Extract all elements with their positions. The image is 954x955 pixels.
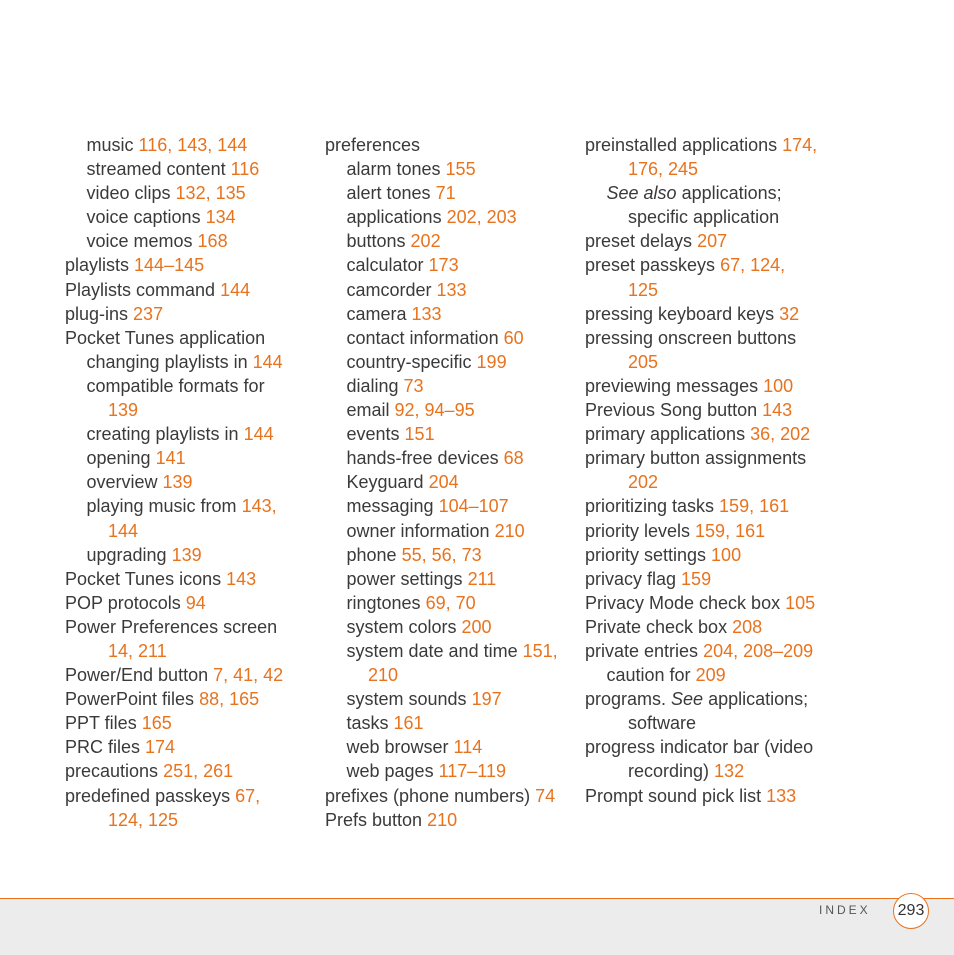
page-ref: 71 — [435, 183, 456, 204]
index-entry — [347, 470, 581, 494]
entry-term: plug-ins — [65, 303, 134, 324]
index-entry — [585, 446, 845, 470]
index-entry — [108, 519, 315, 543]
index-entry — [65, 278, 315, 302]
entry-term: POP protocols — [65, 592, 186, 613]
index-entry — [87, 133, 316, 157]
entry-term: Power Preferences screen — [65, 616, 278, 637]
index-entry — [87, 350, 316, 374]
index-entry — [347, 711, 581, 735]
entry-term: previewing messages — [585, 375, 764, 396]
entry-term: system colors — [346, 616, 462, 637]
entry-term: Prompt sound pick list — [585, 785, 767, 806]
page-ref: 100 — [711, 544, 742, 565]
index-entry — [65, 663, 315, 687]
index-entry — [87, 446, 316, 470]
index-column-2 — [325, 133, 580, 832]
page-ref: 74 — [535, 785, 556, 806]
page-ref: 134 — [205, 207, 236, 228]
index-entry — [87, 543, 316, 567]
entry-term: compatible formats for — [86, 375, 265, 396]
entry-term: opening — [86, 448, 156, 469]
page-ref: 124, 125 — [108, 809, 179, 830]
index-entry — [607, 663, 846, 687]
index-entry — [628, 278, 845, 302]
page-ref: 176, 245 — [628, 159, 699, 180]
page-ref: 88, 165 — [199, 689, 260, 710]
page-ref: 73 — [403, 375, 424, 396]
index-entry — [347, 759, 581, 783]
page-ref: 210 — [427, 809, 458, 830]
index-entry — [65, 302, 315, 326]
page-ref: 174, — [782, 135, 818, 155]
entry-term: prioritizing tasks — [585, 496, 720, 517]
page-ref: 210 — [494, 520, 525, 541]
entry-term: buttons — [346, 231, 411, 252]
entry-term: web pages — [346, 761, 439, 782]
index-entry — [65, 253, 315, 277]
page-ref: 159, 161 — [719, 496, 790, 517]
index-column-1 — [65, 133, 315, 832]
index-entry — [585, 494, 845, 518]
page-ref: 151, — [522, 640, 558, 661]
index-entry — [347, 446, 581, 470]
index-entry — [347, 494, 581, 518]
entry-term: ringtones — [346, 592, 426, 613]
index-entry — [65, 711, 315, 735]
entry-term: Pocket Tunes application — [65, 327, 266, 348]
entry-term: pressing onscreen buttons — [585, 327, 797, 348]
index-entry — [585, 229, 845, 253]
index-entry — [87, 205, 316, 229]
page-ref: 132, 135 — [175, 183, 246, 204]
entry-term: PPT files — [65, 713, 142, 734]
entry-term: alarm tones — [346, 159, 446, 180]
index-entry — [585, 639, 845, 663]
page-ref: 69, 70 — [425, 592, 476, 613]
index-entry — [347, 591, 581, 615]
page-ref: 202 — [628, 472, 659, 493]
index-entry — [585, 567, 845, 591]
entry-term: Private check box — [585, 616, 733, 637]
index-entry — [347, 302, 581, 326]
page-ref: 139 — [108, 400, 139, 421]
entry-term: preset delays — [585, 231, 698, 252]
entry-term: programs. — [585, 689, 672, 710]
index-entry — [585, 398, 845, 422]
page-ref: 67, — [235, 785, 261, 806]
see-reference: See — [671, 689, 704, 710]
entry-term: applications; — [676, 183, 782, 204]
entry-term: Prefs button — [325, 809, 428, 830]
index-entry — [325, 133, 580, 157]
page-ref: 114 — [453, 737, 483, 758]
entry-term: web browser — [346, 737, 454, 758]
page-ref: 14, 211 — [108, 640, 167, 661]
page-ref: 209 — [695, 665, 726, 686]
page-ref: 159, 161 — [695, 520, 766, 541]
entry-term: pressing keyboard keys — [585, 303, 780, 324]
index-entry — [325, 808, 580, 832]
page-ref: 125 — [628, 279, 659, 300]
page-ref: 117–119 — [438, 761, 506, 782]
index-entry — [628, 157, 845, 181]
page-ref: 144 — [220, 279, 251, 300]
entry-term: playing music from — [86, 496, 242, 517]
index-entry — [347, 567, 581, 591]
index-entry — [628, 470, 845, 494]
entry-term: progress indicator bar (video — [585, 737, 814, 758]
page-ref: 133 — [411, 303, 442, 324]
index-entry — [347, 687, 581, 711]
index-entry — [87, 470, 316, 494]
index-entry — [628, 350, 845, 374]
index-entry — [65, 591, 315, 615]
index-entry — [65, 784, 315, 808]
index-entry — [585, 326, 845, 350]
entry-term: upgrading — [86, 544, 172, 565]
page-ref: 168 — [197, 231, 228, 252]
index-entry — [108, 808, 315, 832]
page-ref: 159 — [681, 568, 712, 589]
page-ref: 116, 143, 144 — [138, 135, 248, 155]
index-entry — [368, 663, 580, 687]
page-ref: 204, 208–209 — [703, 640, 814, 661]
page-ref: 143 — [762, 400, 793, 421]
page-ref: 141 — [155, 448, 186, 469]
page-ref: 200 — [461, 616, 492, 637]
index-entry — [108, 639, 315, 663]
page-ref: 94 — [185, 592, 206, 613]
page-ref: 173 — [428, 255, 459, 276]
index-entry — [108, 398, 315, 422]
entry-term: messaging — [346, 496, 439, 517]
page-ref: 202 — [410, 231, 441, 252]
page-ref: 144 — [252, 351, 283, 372]
index-entry — [87, 374, 316, 398]
entry-term: primary button assignments — [585, 448, 807, 469]
entry-term: preinstalled applications — [585, 135, 783, 155]
index-entry — [347, 326, 581, 350]
index-entry — [65, 735, 315, 759]
page-ref: 132 — [714, 761, 745, 782]
entry-term: Privacy Mode check box — [585, 592, 786, 613]
page-ref: 133 — [436, 279, 467, 300]
page-ref: 161 — [393, 713, 424, 734]
index-entry — [347, 374, 581, 398]
entry-term: prefixes (phone numbers) — [325, 785, 536, 806]
index-entry — [585, 302, 845, 326]
entry-term: camcorder — [346, 279, 437, 300]
entry-term: applications — [346, 207, 447, 228]
page-ref: 199 — [476, 351, 507, 372]
index-entry — [347, 398, 581, 422]
page-ref: 144–145 — [134, 255, 205, 276]
index-entry — [347, 350, 581, 374]
entry-term: contact information — [346, 327, 504, 348]
index-entry — [585, 253, 845, 277]
page-ref: 204 — [428, 472, 459, 493]
index-entry — [628, 711, 845, 735]
entry-term: system date and time — [346, 640, 523, 661]
index-entry — [585, 543, 845, 567]
index-entry — [347, 615, 581, 639]
entry-term: dialing — [346, 375, 404, 396]
entry-term: overview — [86, 472, 163, 493]
page-ref: 55, 56, 73 — [401, 544, 482, 565]
index-entry — [347, 181, 581, 205]
entry-term: video clips — [86, 183, 176, 204]
page-ref: 202, 203 — [446, 207, 517, 228]
entry-term: priority levels — [585, 520, 696, 541]
entry-term: hands-free devices — [346, 448, 504, 469]
page-footer — [0, 898, 954, 955]
entry-term: camera — [346, 303, 412, 324]
entry-term: creating playlists in — [86, 424, 244, 445]
page-ref: 32 — [779, 303, 800, 324]
index-entry — [585, 784, 845, 808]
entry-term: priority settings — [585, 544, 712, 565]
page-ref: 151 — [404, 424, 435, 445]
index-entry — [347, 639, 581, 663]
entry-term: country-specific — [346, 351, 477, 372]
page-ref: 207 — [697, 231, 728, 252]
index-entry — [585, 374, 845, 398]
index-entry — [65, 567, 315, 591]
see-reference: See also — [606, 183, 677, 204]
index-entry — [628, 759, 845, 783]
index-entry — [585, 422, 845, 446]
page-ref: 237 — [133, 303, 164, 324]
index-entry — [347, 543, 581, 567]
index-entry — [87, 157, 316, 181]
index-entry — [347, 229, 581, 253]
entry-term: email — [346, 400, 395, 421]
index-entry — [65, 326, 315, 350]
index-entry — [87, 181, 316, 205]
entry-term: Previous Song button — [585, 400, 763, 421]
page-ref: 60 — [503, 327, 524, 348]
index-entry — [87, 422, 316, 446]
index-entry — [347, 519, 581, 543]
entry-term: privacy flag — [585, 568, 682, 589]
index-entry — [347, 253, 581, 277]
page-ref: 144 — [243, 424, 274, 445]
page-ref: 144 — [108, 520, 139, 541]
index-entry — [347, 278, 581, 302]
entry-term: applications; — [703, 689, 809, 710]
entry-term: alert tones — [346, 183, 436, 204]
index-entry — [585, 133, 845, 157]
index-entry — [628, 205, 845, 229]
index-entry — [585, 735, 845, 759]
page-ref: 165 — [141, 713, 172, 734]
entry-term: streamed content — [86, 159, 231, 180]
entry-term: phone — [346, 544, 402, 565]
index-entry — [347, 735, 581, 759]
entry-term: tasks — [346, 713, 394, 734]
entry-term: caution for — [606, 665, 696, 686]
entry-term: software — [628, 713, 697, 734]
page-ref: 133 — [766, 785, 797, 806]
entry-term: Keyguard — [346, 472, 429, 493]
page-ref: 210 — [368, 665, 399, 686]
entry-term: preferences — [325, 135, 421, 155]
page-ref: 197 — [471, 689, 502, 710]
entry-term: calculator — [346, 255, 429, 276]
entry-term: events — [346, 424, 405, 445]
page-ref: 67, 124, — [720, 255, 786, 276]
index-entry — [87, 229, 316, 253]
entry-term: preset passkeys — [585, 255, 721, 276]
page-ref: 211 — [467, 568, 497, 589]
page-ref: 205 — [628, 351, 659, 372]
index-column-3 — [585, 133, 845, 808]
entry-term: primary applications — [585, 424, 751, 445]
index-entry — [65, 615, 315, 639]
entry-term: owner information — [346, 520, 495, 541]
index-entry — [585, 615, 845, 639]
section-label: INDEX — [819, 903, 871, 917]
entry-term: power settings — [346, 568, 468, 589]
index-entry — [347, 157, 581, 181]
entry-term: changing playlists in — [86, 351, 253, 372]
page-ref: 104–107 — [438, 496, 509, 517]
index-entry — [607, 181, 846, 205]
page-ref: 143 — [226, 568, 257, 589]
page-ref: 139 — [171, 544, 202, 565]
entry-term: recording) — [628, 761, 715, 782]
entry-term: private entries — [585, 640, 704, 661]
entry-term: PowerPoint files — [65, 689, 200, 710]
entry-term: Pocket Tunes icons — [65, 568, 227, 589]
entry-term: PRC files — [65, 737, 146, 758]
entry-term: playlists — [65, 255, 135, 276]
index-entry — [585, 687, 845, 711]
index-entry — [347, 422, 581, 446]
index-entry — [325, 784, 580, 808]
entry-term: Power/End button — [65, 665, 214, 686]
entry-term: precautions — [65, 761, 164, 782]
entry-term: music — [86, 135, 139, 155]
page-ref: 7, 41, 42 — [213, 665, 284, 686]
page-ref: 139 — [162, 472, 193, 493]
page-ref: 208 — [732, 616, 763, 637]
entry-term: voice memos — [86, 231, 198, 252]
page-ref: 251, 261 — [163, 761, 234, 782]
entry-term: voice captions — [86, 207, 206, 228]
index-entry — [87, 494, 316, 518]
page-ref: 105 — [785, 592, 816, 613]
page-ref: 36, 202 — [750, 424, 811, 445]
page-ref: 68 — [503, 448, 524, 469]
page-ref: 143, — [241, 496, 277, 517]
page-ref: 92, 94–95 — [394, 400, 475, 421]
page-ref: 100 — [763, 375, 794, 396]
entry-term: system sounds — [346, 689, 472, 710]
page-ref: 116 — [230, 159, 260, 180]
entry-term: predefined passkeys — [65, 785, 236, 806]
index-entry — [65, 759, 315, 783]
index-entry — [65, 687, 315, 711]
page-ref: 155 — [445, 159, 476, 180]
page-number-badge: 293 — [893, 893, 929, 929]
entry-term: specific application — [628, 207, 780, 228]
index-entry — [347, 205, 581, 229]
entry-term: Playlists command — [65, 279, 221, 300]
page-ref: 174 — [145, 737, 176, 758]
index-entry — [585, 519, 845, 543]
index-entry — [585, 591, 845, 615]
